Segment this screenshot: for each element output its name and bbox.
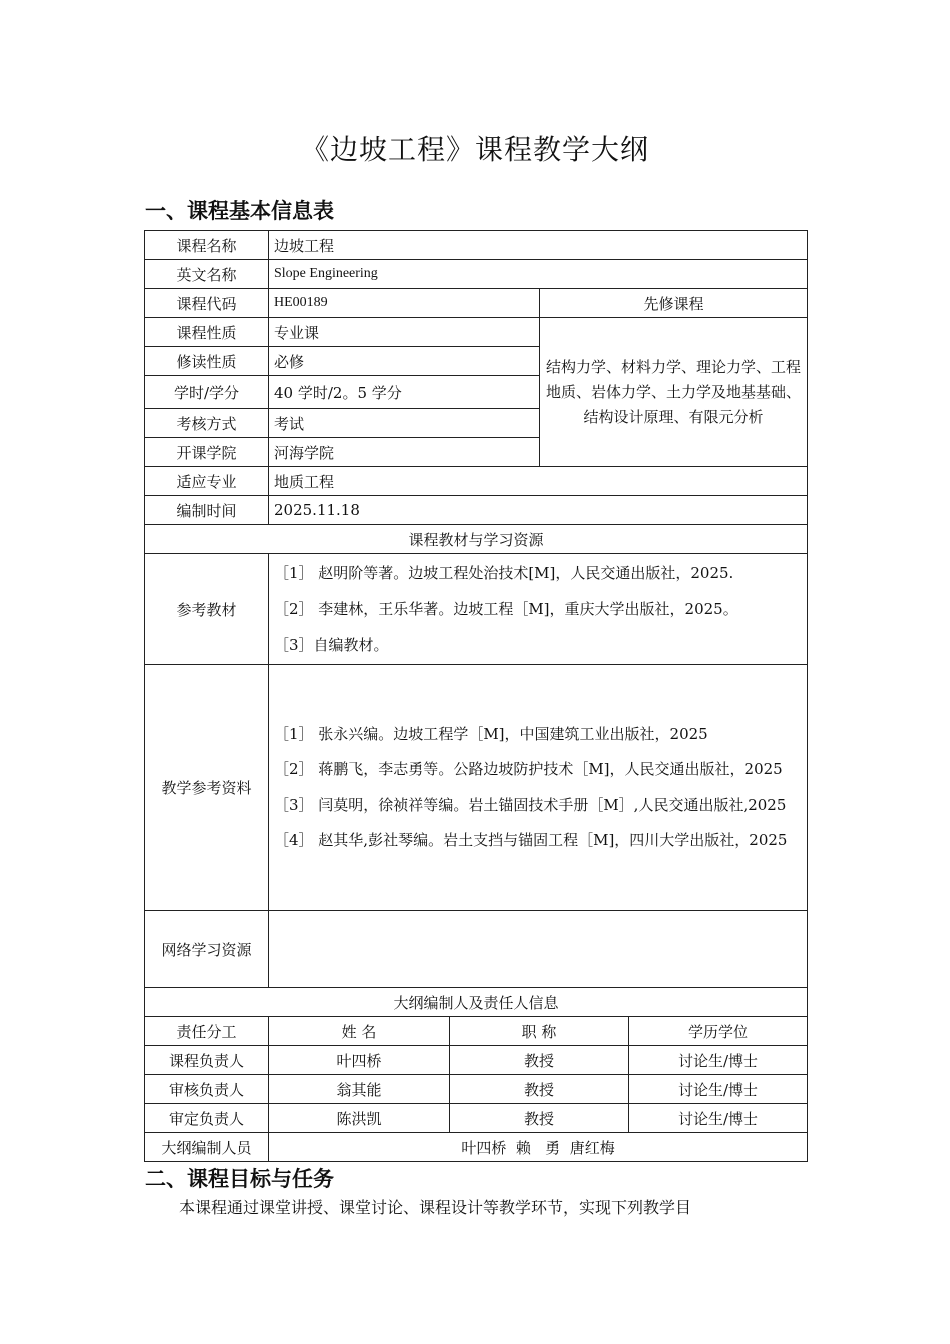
staff-header: 大纲编制人及责任人信息: [145, 988, 808, 1017]
course-nature-label: 课程性质: [145, 318, 269, 347]
list-item: ［3］ 闫莫明，徐祯祥等编。岩土锚固技术手册［M］,人民交通出版社,2025: [274, 795, 787, 814]
table-row: [145, 1104, 808, 1133]
column-header: 姓 名: [269, 1017, 450, 1046]
resources-header: 课程教材与学习资源: [145, 525, 808, 554]
online-resources-label: 网络学习资源: [145, 911, 269, 988]
role-cell: 课程负责人: [145, 1046, 269, 1075]
english-name-value: Slope Engineering: [269, 260, 808, 289]
role-cell: 审核负责人: [145, 1075, 269, 1104]
list-item: ［1］ 张永兴编。边坡工程学［M]，中国建筑工业出版社，2025: [274, 724, 708, 743]
table-row: [145, 1075, 808, 1104]
english-name-label: 英文名称: [145, 260, 269, 289]
name-cell: 陈洪凯: [269, 1104, 450, 1133]
title-cell: 教授: [450, 1046, 629, 1075]
textbooks-list: [269, 554, 808, 665]
prerequisite-label: 先修课程: [540, 289, 808, 318]
table-row: [145, 318, 808, 347]
table-row: [145, 665, 808, 911]
role-cell: 审定负责人: [145, 1104, 269, 1133]
name-cell: 叶四桥: [269, 1046, 450, 1075]
table-row: [145, 1017, 808, 1046]
college-value: 河海学院: [269, 438, 540, 467]
study-type-value: 必修: [269, 347, 540, 376]
list-item: ［2］ 李建林，王乐华著。边坡工程［M]，重庆大学出版社，2025。: [274, 600, 738, 618]
list-item: ［3］自编教材。: [274, 636, 389, 654]
table-row: [145, 289, 808, 318]
title-cell: 教授: [450, 1075, 629, 1104]
course-name-value: 边坡工程: [269, 231, 808, 260]
document-title: 《边坡工程》课程教学大纲: [300, 133, 649, 166]
compilers-value: 叶四桥 赖 勇 唐红梅: [269, 1133, 808, 1162]
hours-credits-label: 学时/学分: [145, 376, 269, 409]
compile-date-value: 2025.11.18: [269, 496, 808, 525]
course-code-value: HE00189: [269, 289, 540, 318]
table-row: [145, 554, 808, 665]
column-header: 职 称: [450, 1017, 629, 1046]
intro-paragraph: 本课程通过课堂讲授、课堂讨论、课程设计等教学环节，实现下列教学目: [179, 1198, 692, 1217]
teaching-references-list: [269, 665, 808, 911]
column-header: 责任分工: [145, 1017, 269, 1046]
course-code-label: 课程代码: [145, 289, 269, 318]
assessment-value: 考试: [269, 409, 540, 438]
title-cell: 教授: [450, 1104, 629, 1133]
table-row: [145, 525, 808, 554]
study-type-label: 修读性质: [145, 347, 269, 376]
section-heading-goals: 二、课程目标与任务: [145, 1167, 334, 1191]
course-name-label: 课程名称: [145, 231, 269, 260]
degree-cell: 讨论生/博士: [629, 1075, 808, 1104]
list-item: ［1］ 赵明阶等著。边坡工程处治技术[M]，人民交通出版社，2025.: [274, 564, 734, 582]
table-row: [145, 496, 808, 525]
list-item: ［2］ 蒋鹏飞，李志勇等。公路边坡防护技术［M]，人民交通出版社，2025: [274, 760, 783, 778]
compile-date-label: 编制时间: [145, 496, 269, 525]
prerequisite-courses: 结构力学、材料力学、理论力学、工程地质、岩体力学、土力学及地基基础、结构设计原理、有限元分析: [540, 318, 808, 467]
course-nature-value: 专业课: [269, 318, 540, 347]
assessment-label: 考核方式: [145, 409, 269, 438]
table-row: [145, 911, 808, 988]
table-row: [145, 1046, 808, 1075]
teaching-references-label: 教学参考资料: [145, 665, 269, 911]
compilers-label: 大纲编制人员: [145, 1133, 269, 1162]
column-header: 学历学位: [629, 1017, 808, 1046]
list-item: ［4］ 赵其华,彭社琴编。岩土支挡与锚固工程［M]，四川大学出版社，2025: [274, 831, 788, 849]
section-heading-basic-info: 一、课程基本信息表: [145, 199, 334, 223]
table-row: [145, 988, 808, 1017]
course-info-table: [144, 230, 808, 1162]
major-label: 适应专业: [145, 467, 269, 496]
hours-credits-value: 40 学时/2。5 学分: [269, 376, 540, 409]
table-row: [145, 467, 808, 496]
textbooks-label: 参考教材: [145, 554, 269, 665]
online-resources-value: [269, 911, 808, 988]
major-value: 地质工程: [269, 467, 808, 496]
table-row: [145, 231, 808, 260]
table-row: [145, 1133, 808, 1162]
table-row: [145, 260, 808, 289]
name-cell: 翁其能: [269, 1075, 450, 1104]
degree-cell: 讨论生/博士: [629, 1104, 808, 1133]
college-label: 开课学院: [145, 438, 269, 467]
degree-cell: 讨论生/博士: [629, 1046, 808, 1075]
